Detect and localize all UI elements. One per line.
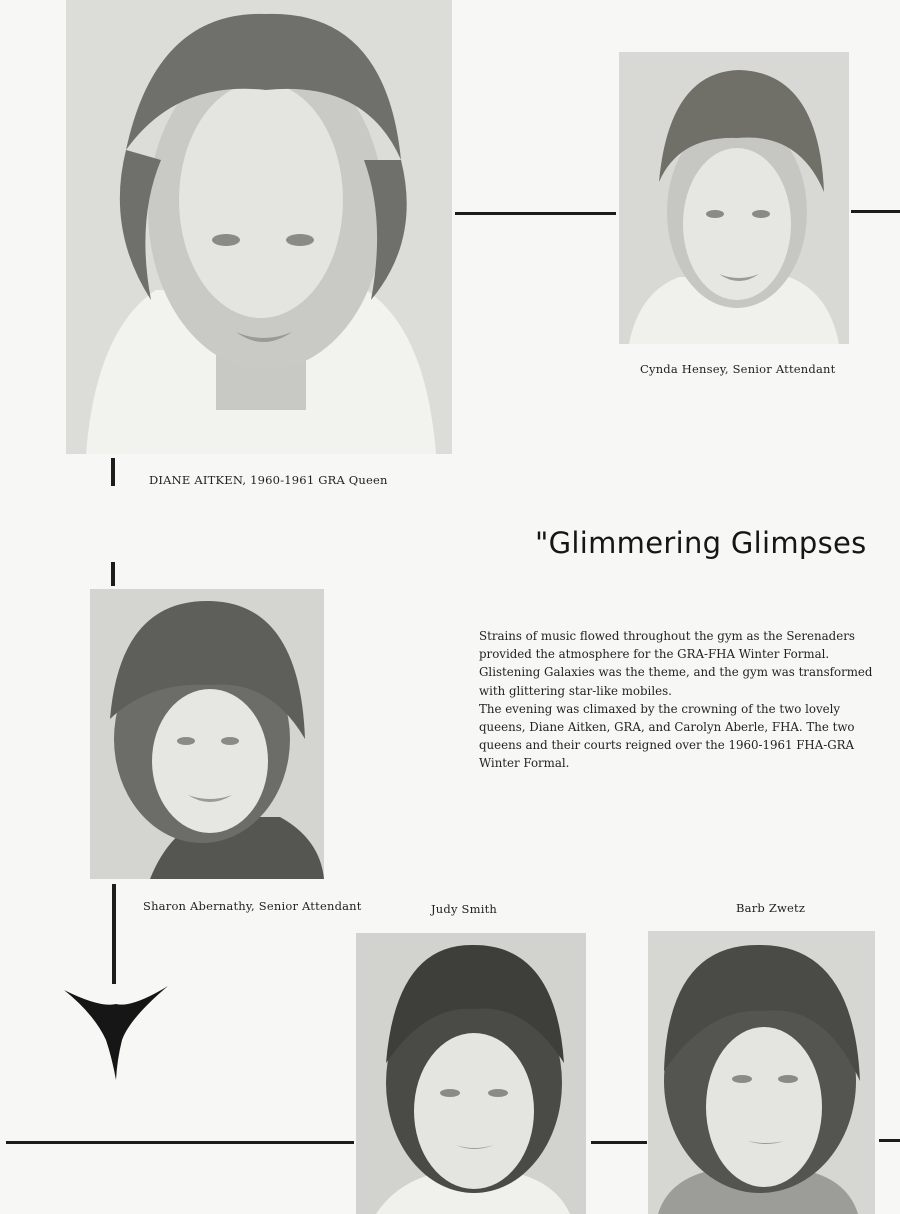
rule-bottom-left [6, 1141, 354, 1144]
article-paragraph: Strains of music flowed throughout the gym as the Serenaders provided the atmosphere for the GRA-FHA Winter Formal. Glistening Galaxies was the theme, and the gym was transformed with glittering star-like mobiles. [479, 629, 873, 698]
rule-bottom-middle [591, 1141, 647, 1144]
portrait-diane-aitken [66, 0, 452, 454]
page-title: "Glimmering Glimpses [535, 526, 867, 560]
article-paragraph: The evening was climaxed by the crowning of the two lovely queens, Diane Aitken, GRA, and Carolyn Aberle, FHA. The two queens and their courts reigned over the 1960-1961 FHA-GRA Winter Formal. [479, 701, 855, 771]
caption-barb-zwetz: Barb Zwetz [736, 901, 806, 915]
portrait-judy-smith [356, 933, 586, 1214]
rule-vertical-lower [112, 884, 116, 984]
caption-cynda-hensey: Cynda Hensey, Senior Attendant [640, 362, 836, 376]
rule-top-middle [455, 212, 616, 215]
portrait-barb-zwetz [648, 931, 875, 1214]
rule-vertical-middle [111, 562, 115, 586]
portrait-cynda-hensey [619, 52, 849, 344]
caption-diane-aitken: DIANE AITKEN, 1960-1961 GRA Queen [149, 473, 388, 487]
caption-judy-smith: Judy Smith [431, 902, 498, 916]
rule-bottom-right [879, 1139, 900, 1142]
article-text [479, 627, 879, 773]
rule-top-right [851, 210, 900, 213]
rule-vertical-upper [111, 458, 115, 486]
star-ornament-icon [60, 982, 172, 1082]
portrait-sharon-abernathy [90, 589, 324, 879]
caption-sharon-abernathy: Sharon Abernathy, Senior Attendant [143, 899, 362, 913]
